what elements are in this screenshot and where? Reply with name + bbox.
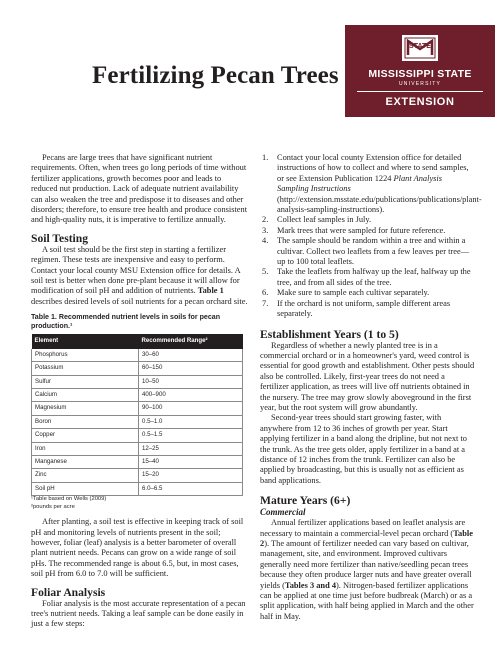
list-item	[260, 288, 475, 298]
step-text: Collect leaf samples in July.	[277, 215, 372, 225]
table-cell: Sulfur	[32, 375, 139, 388]
table-cell: 60–150	[139, 362, 243, 375]
table-footnote-2: ²pounds per acre	[31, 503, 75, 510]
logo-divider	[357, 91, 483, 92]
table-row	[32, 469, 243, 482]
table-cell: 15–20	[139, 469, 243, 482]
table-cell: 400–900	[139, 388, 243, 401]
msu-seal-icon	[400, 33, 440, 63]
sampling-steps-list	[260, 153, 482, 320]
step-text: Contact your local county Extension office for detailed instructions of how to collect and where to send samples, or see Extension Publication 1224	[277, 153, 469, 183]
table-cell: 10–50	[139, 375, 243, 388]
step-text: Take the leaflets from halfway up the leaf, halfway up the tree, and from all sides of the tree.	[277, 267, 471, 287]
commercial-subheading: Commercial	[260, 507, 306, 518]
publication-title: Plant Analysis Sampling Instructions	[277, 173, 443, 194]
left-column	[31, 153, 248, 630]
table-cell: Manganese	[32, 455, 139, 468]
table-cell: Calcium	[32, 388, 139, 401]
table-cell: Phosphorus	[32, 349, 139, 362]
step-number: 6.	[262, 288, 269, 298]
table-cell: 12–25	[139, 442, 243, 455]
mature-paragraph	[260, 518, 475, 622]
list-item	[260, 226, 475, 236]
msu-extension-logo	[345, 25, 495, 117]
table-cell: Magnesium	[32, 402, 139, 415]
table-row	[32, 429, 243, 442]
table-caption: Table 1. Recommended nutrient levels in soils for pecan production.¹	[31, 313, 221, 331]
table-header-range: Recommended Range²	[139, 334, 243, 348]
foliar-analysis-paragraph: Foliar analysis is the most accurate representation of a pecan tree's nutrient needs. Taking a leaf sample can be done easily in just a few steps:	[31, 598, 246, 629]
page-title: Fertilizing Pecan Trees	[92, 62, 339, 89]
intro-paragraph: Pecans are large trees that have significant nutrient requirements. Often, when trees go long periods of time without fertilizer applications, growth becomes poor and leads to reduced nut production. Lack of adequate nutrient availability can also weaken the tree and predispose it to diseases and other disorders; therefore, to ensure tree health and produce consistent and high-quality nuts, it is imperative to fertilize annually.	[31, 153, 248, 225]
table-header-row	[32, 334, 243, 348]
establishment-paragraph-1: Regardless of whether a newly planted tree is in a commercial orchard or in a homeowner's yard, weed control is essential for good growth and establishment. Other pests should also be controlled. Likely, first-year trees do not need a fertilizer application, as trees will live off nutrients obtained in the nursery. The tree may grow slowly aboveground in the first year, but the root system will grow abundantly.	[260, 340, 475, 412]
soil-testing-heading: Soil Testing	[31, 231, 89, 245]
table-row	[32, 362, 243, 375]
table-row	[32, 442, 243, 455]
step-number: 2.	[262, 215, 269, 225]
table-cell: 0.5–1.5	[139, 429, 243, 442]
tables-3-4-ref: Tables 3 and 4	[284, 580, 337, 590]
list-item	[260, 236, 475, 267]
soil-testing-text: A soil test should be the first step in starting a fertilizer regimen. These tests are inexpensive and easy to perform. Contact your local county MSU Extension office for details. A soil test is better when done pre-plant because it will allow for modification of soil pH and addition of nutrients.	[31, 244, 241, 296]
establishment-paragraph-2: Second-year trees should start growing faster, with anywhere from 12 to 36 inches of growth per year. Start applying fertilizer in a band along the dripline, but not next to the trunk. As the tree gets older, apply fertilizer in a band at a distance of 12 inches from the trunk. Fertilizer can also be applied by broadcasting, but this is usually not as efficient as band applications.	[260, 413, 467, 485]
table-cell: Potassium	[32, 362, 139, 375]
right-column	[260, 153, 482, 622]
table-row	[32, 375, 243, 388]
table-row	[32, 388, 243, 401]
mature-text: ). Nitrogen-based fertilizer applications can be applied at one time just before budbreak (March) or as a split application, with half being applied in March and the other half in May.	[260, 580, 474, 621]
foliar-analysis-heading: Foliar Analysis	[31, 585, 106, 599]
table-cell: 30–60	[139, 349, 243, 362]
seal-text: STATE	[409, 43, 431, 50]
step-text: (http://extension.msstate.edu/publications/publications/plant-analysis-sampling-instructions).	[277, 194, 482, 215]
after-table-paragraph: After planting, a soil test is effective in keeping track of soil pH and monitoring levels of nutrients present in the soil; however, foliar (leaf) analysis is a better barometer of overall plant nutrient needs. Pecans can grow on a wide range of soil pHs. The recommended range is about 6.5, but, in most cases, soil pH from 6.0 to 7.0 will be sufficient.	[31, 517, 244, 579]
table-cell: Iron	[32, 442, 139, 455]
soil-testing-paragraph	[31, 245, 248, 307]
table-cell: Zinc	[32, 469, 139, 482]
table-row	[32, 402, 243, 415]
table-1-ref: Table 1	[197, 286, 224, 296]
list-item	[260, 299, 475, 320]
establishment-heading: Establishment Years (1 to 5)	[260, 327, 399, 341]
table-row	[32, 349, 243, 362]
table-cell: 0.5–1.0	[139, 415, 243, 428]
step-text: If the orchard is not uniform, sample different areas separately.	[277, 298, 451, 319]
step-number: 5.	[262, 267, 269, 277]
mature-heading: Mature Years (6+)	[260, 494, 351, 508]
step-text: The sample should be random within a tree and within a cultivar. Collect two leaflets from a few leaves per tree—up to 100 total leaflets.	[277, 236, 470, 267]
list-item	[260, 215, 475, 225]
step-text: Make sure to sample each cultivar separately.	[277, 288, 430, 298]
logo-division: EXTENSION	[385, 96, 455, 108]
table-row	[32, 415, 243, 428]
table-row	[32, 482, 243, 495]
list-item	[260, 153, 482, 215]
nutrient-table	[31, 334, 243, 496]
step-number: 3.	[262, 225, 269, 235]
table-footnote-1: ¹Table based on Wells (2009)	[31, 496, 107, 503]
table-header-element: Element	[32, 334, 139, 348]
logo-name: MISSISSIPPI STATE	[368, 68, 472, 80]
table-cell: Boron	[32, 415, 139, 428]
mature-text: Annual fertilizer applications based on leaflet analysis are necessary to maintain a commercial-level pecan orchard (	[260, 518, 466, 538]
table-cell: Copper	[32, 429, 139, 442]
table-row	[32, 455, 243, 468]
table-cell: 15–40	[139, 455, 243, 468]
step-text: Mark trees that were sampled for future reference.	[277, 225, 446, 235]
step-number: 1.	[262, 153, 269, 162]
list-item	[260, 267, 475, 288]
step-number: 7.	[262, 298, 269, 308]
mature-text: ). The amount of fertilizer needed can vary based on cultivar, management, site, and environment. Improved cultivars generally need more fertilizer than native/seedling pecan trees because they often produce larger nuts and have greater overall yields (	[260, 539, 472, 590]
step-number: 4.	[262, 236, 269, 246]
table-cell: 90–100	[139, 402, 243, 415]
table-cell: Soil pH	[32, 482, 139, 495]
logo-university: UNIVERSITY	[398, 81, 441, 87]
table-cell: 6.0–6.5	[139, 482, 243, 495]
table-2-ref: Table 2	[260, 528, 473, 548]
soil-testing-text-2: describes desired levels of soil nutrients for a pecan orchard site.	[31, 296, 248, 306]
